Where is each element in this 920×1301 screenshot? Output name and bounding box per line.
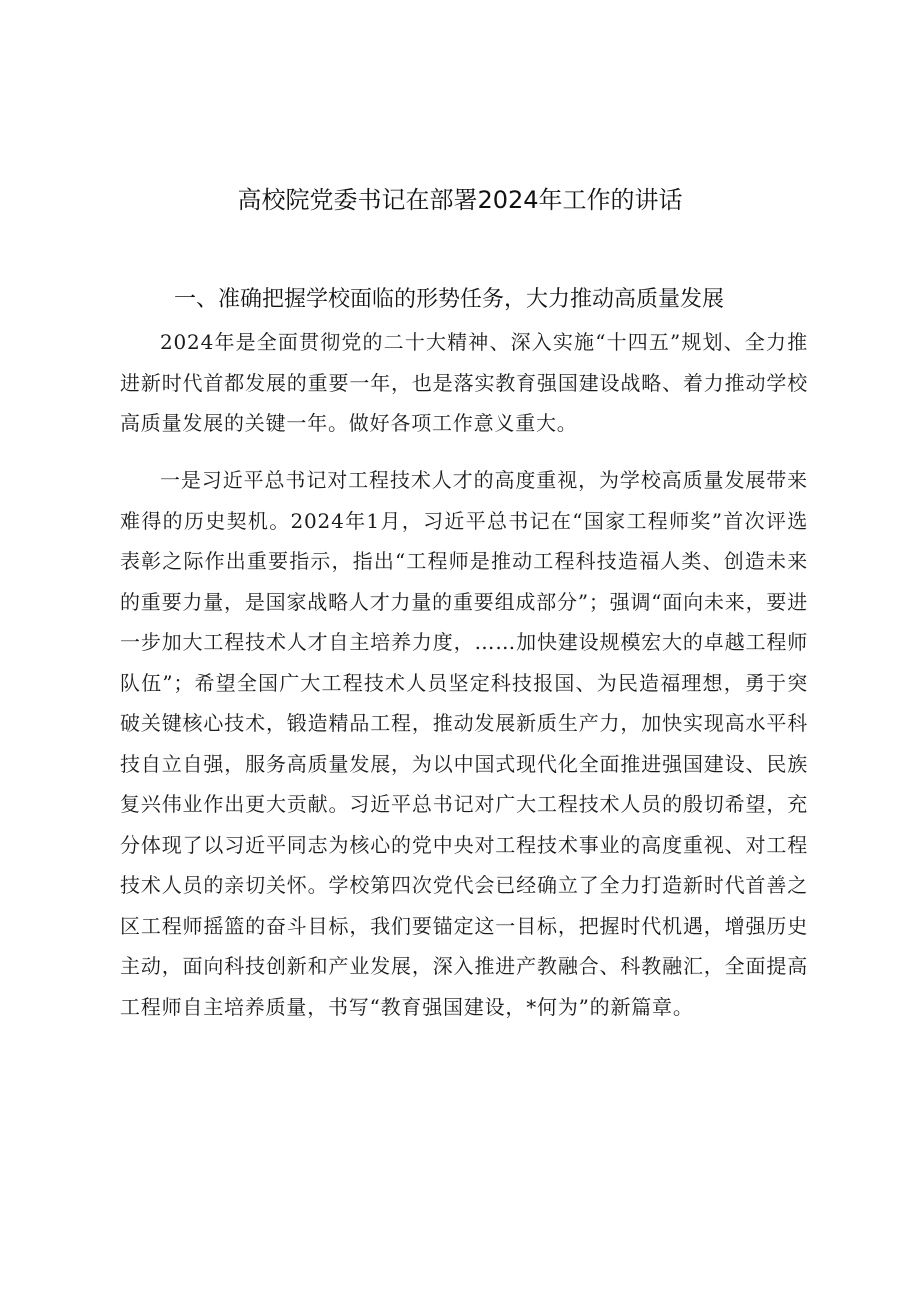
document-title: 高校院党委书记在部署2024年工作的讲话 bbox=[237, 186, 683, 214]
paragraph-1: 2024年是全面贯彻党的二十大精神、深入实施“十四五”规划、全力推进新时代首都发展的重要一年，也是落实教育强国建设战略、着力推动学校高质量发展的关键一年。做好各项工作意义重大。 bbox=[120, 330, 808, 435]
paragraph-2: 一是习近平总书记对工程技术人才的高度重视，为学校高质量发展带来难得的历史契机。2024年1月，习近平总书记在“国家工程师奖”首次评选表彰之际作出重要指示，指出“工程师是推动工程科技造福人类、创造未来的重要力量，是国家战略人才力量的重要组成部分”；强调“面向未来，要进一步加大工程技术人才自主培养力度，……加快建设规模宏大的卓越工程师队伍”；希望全国广大工程技术人员坚定科技报国、为民造福理想，勇于突破关键核心技术，锻造精品工程，推动发展新质生产力，加快实现高水平科技自立自强，服务高质量发展，为以中国式现代化全面推进强国建设、民族复兴伟业作出更大贡献。习近平总书记对广大工程技术人员的殷切希望，充分体现了以习近平同志为核心的党中央对工程技术事业的高度重视、对工程技术人员的亲切关怀。学校第四次党代会已经确立了全力打造新时代首善之区工程师摇篮的奋斗目标，我们要锚定这一目标，把握时代机遇，增强历史主动，面向科技创新和产业发展，深入推进产教融合、科教融汇，全面提高工程师自主培养质量，书写“教育强国建设，*何为”的新篇章。 bbox=[120, 468, 808, 1019]
section-heading: 一、准确把握学校面临的形势任务，大力推动高质量发展 bbox=[174, 287, 725, 312]
